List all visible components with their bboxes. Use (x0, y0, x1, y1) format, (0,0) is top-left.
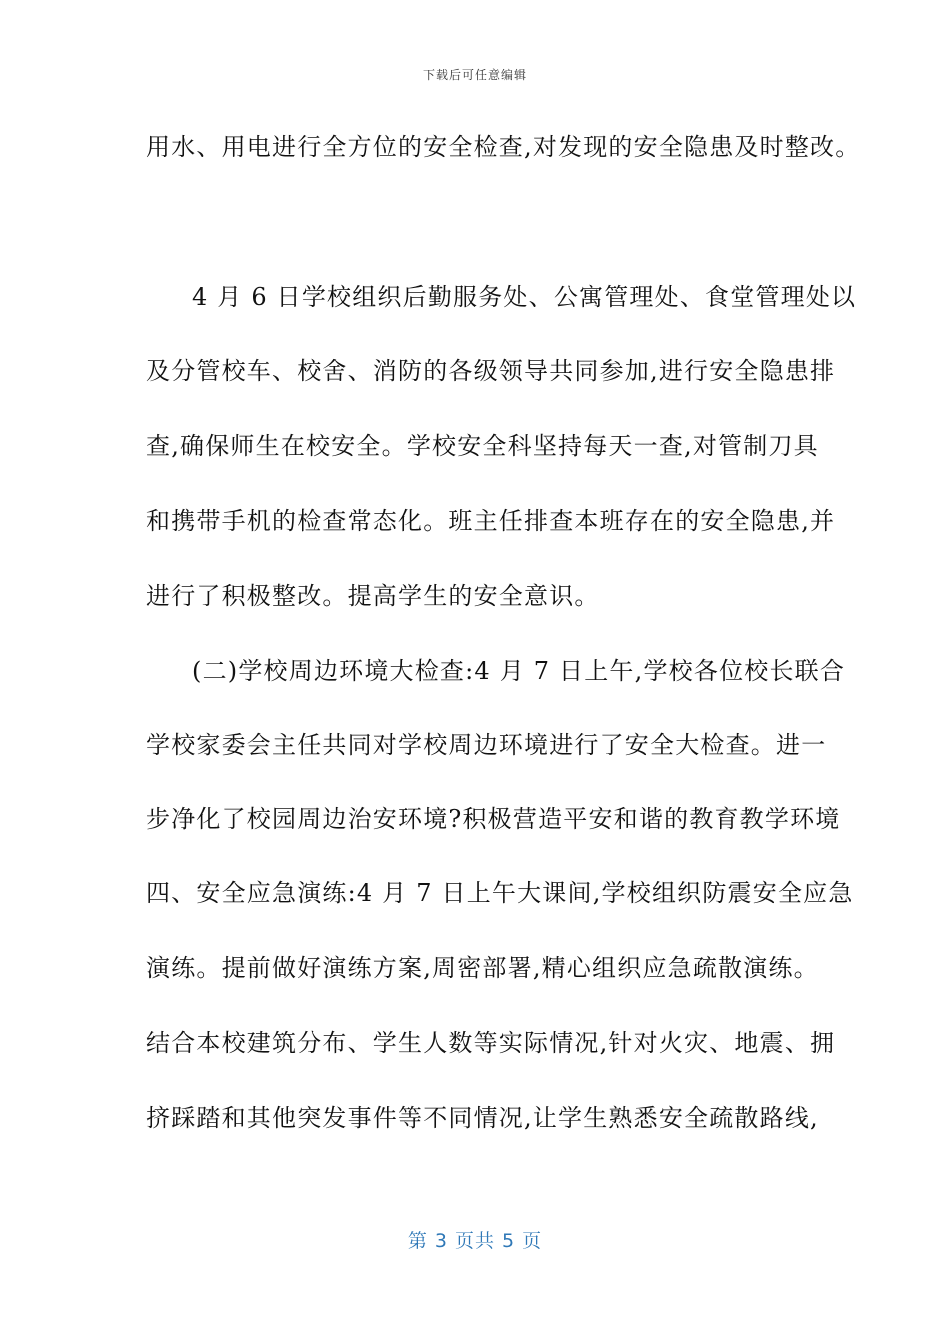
text-line: 和携带手机的检查常态化。班主任排查本班存在的安全隐患,并 (146, 507, 836, 535)
text-line: 及分管校车、校舍、消防的各级领导共同参加,进行安全隐患排 (146, 357, 836, 385)
page-header: 下载后可任意编辑 (422, 68, 527, 82)
text-line: 查,确保师生在校安全。学校安全科坚持每天一查,对管制刀具 (146, 432, 819, 460)
section-heading-line: 四、安全应急演练:4 月 7 日上午大课间,学校组织防震安全应急 (146, 879, 854, 907)
text-line: 进行了积极整改。提高学生的安全意识。 (146, 582, 600, 610)
text-line: 挤踩踏和其他突发事件等不同情况,让学生熟悉安全疏散路线, (146, 1104, 819, 1132)
paragraph-first-line: 4 月 6 日学校组织后勤服务处、公寓管理处、食堂管理处以 (192, 283, 857, 311)
text-line: 结合本校建筑分布、学生人数等实际情况,针对火灾、地震、拥 (146, 1029, 836, 1057)
text-line: 演练。提前做好演练方案,周密部署,精心组织应急疏散演练。 (146, 954, 819, 982)
text-line: 学校家委会主任共同对学校周边环境进行了安全大检查。进一 (146, 731, 827, 759)
page-number-footer: 第 3 页共 5 页 (407, 1230, 543, 1252)
text-line: 步净化了校园周边治安环境?积极营造平安和谐的教育教学环境 (146, 805, 841, 833)
text-line: 用水、用电进行全方位的安全检查,对发现的安全隐患及时整改。 (146, 133, 861, 161)
paragraph-first-line: (二)学校周边环境大检查:4 月 7 日上午,学校各位校长联合 (192, 657, 846, 685)
